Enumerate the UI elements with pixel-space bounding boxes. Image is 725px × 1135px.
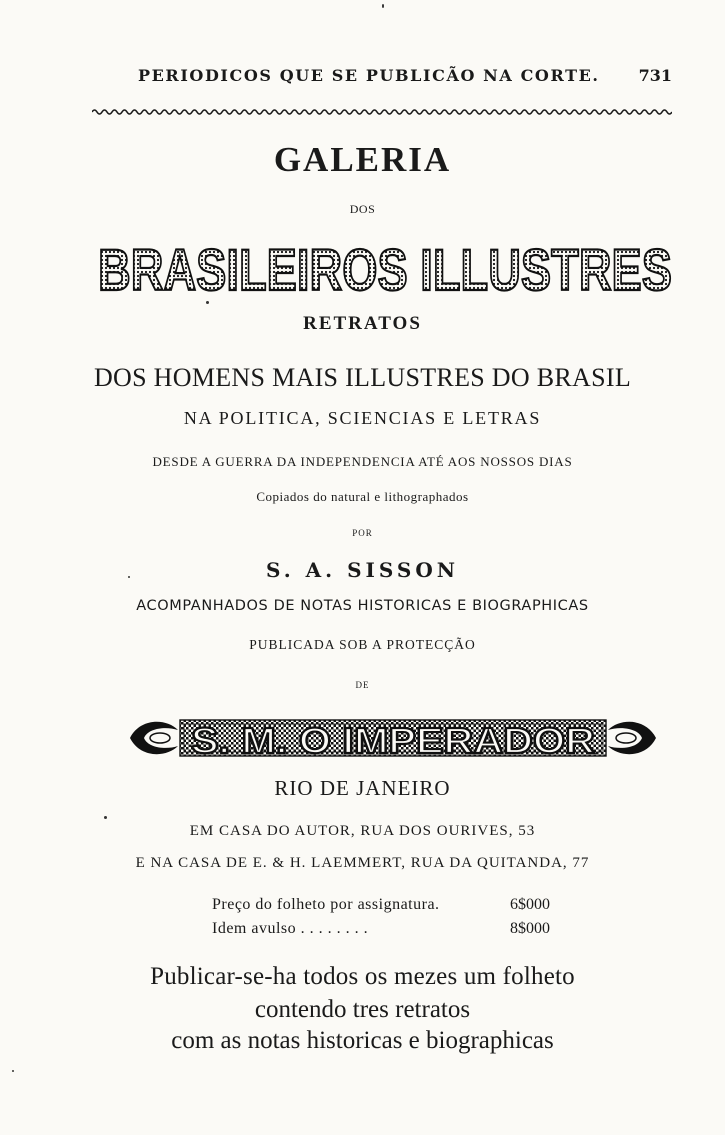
author-name: S. A. SISSON bbox=[265, 558, 460, 582]
print-speck bbox=[104, 816, 107, 819]
notice-line-1: Publicar-se-ha todos os mezes um folheto bbox=[150, 963, 575, 990]
running-title: PERIODICOS QUE SE PUBLICÃO NA CORTE. bbox=[138, 66, 600, 85]
print-speck bbox=[382, 4, 384, 8]
print-speck bbox=[128, 576, 130, 578]
notice-line-3: com as notas historicas e biographicas bbox=[171, 1027, 554, 1054]
svg-text:S. M. O IMPERADOR: S. M. O IMPERADOR bbox=[191, 720, 595, 761]
desde-line: DESDE A GUERRA DA INDEPENDENCIA ATÉ AOS NOSSOS DIAS bbox=[152, 454, 573, 469]
galeria-heading: GALERIA bbox=[273, 140, 452, 179]
dos-label: DOS bbox=[349, 202, 376, 216]
politica-line: NA POLITICA, SCIENCIAS E LETRAS bbox=[183, 408, 542, 428]
homens-line: DOS HOMENS MAIS ILLUSTRES DO BRASIL bbox=[93, 363, 632, 392]
acompanhados-line: ACOMPANHADOS DE NOTAS HISTORICAS E BIOGRAPHICAS bbox=[136, 598, 589, 614]
page-number: 731 bbox=[638, 66, 672, 85]
address-author: EM CASA DO AUTOR, RUA DOS OURIVES, 53 bbox=[189, 823, 536, 839]
running-header bbox=[138, 66, 672, 85]
publicada-line: PUBLICADA SOB A PROTECÇÃO bbox=[249, 637, 476, 652]
price-subscription-value: 6$000 bbox=[510, 896, 550, 913]
print-speck bbox=[12, 1070, 14, 1072]
price-subscription-label: Preço do folheto por assignatura. bbox=[212, 896, 440, 913]
por-label: POR bbox=[352, 528, 373, 538]
brasileiros-illustres-title bbox=[96, 238, 674, 300]
svg-text:BRASILEIROS ILLUSTRES: BRASILEIROS ILLUSTRES bbox=[98, 238, 672, 300]
address-laemmert: E NA CASA DE E. & H. LAEMMERT, RUA DA QUITANDA, 77 bbox=[135, 855, 590, 871]
de-label: DE bbox=[355, 680, 370, 690]
print-speck bbox=[206, 301, 209, 304]
imperador-banner bbox=[126, 712, 660, 764]
city-line: RIO DE JANEIRO bbox=[274, 776, 451, 800]
price-single-value: 8$000 bbox=[510, 920, 550, 937]
retratos-heading: RETRATOS bbox=[303, 313, 422, 334]
wavy-rule bbox=[92, 107, 672, 117]
notice-line-2: contendo tres retratos bbox=[254, 996, 471, 1023]
price-single-label: Idem avulso . . . . . . . . bbox=[212, 920, 369, 937]
copiados-line: Copiados do natural e lithographados bbox=[256, 489, 469, 504]
